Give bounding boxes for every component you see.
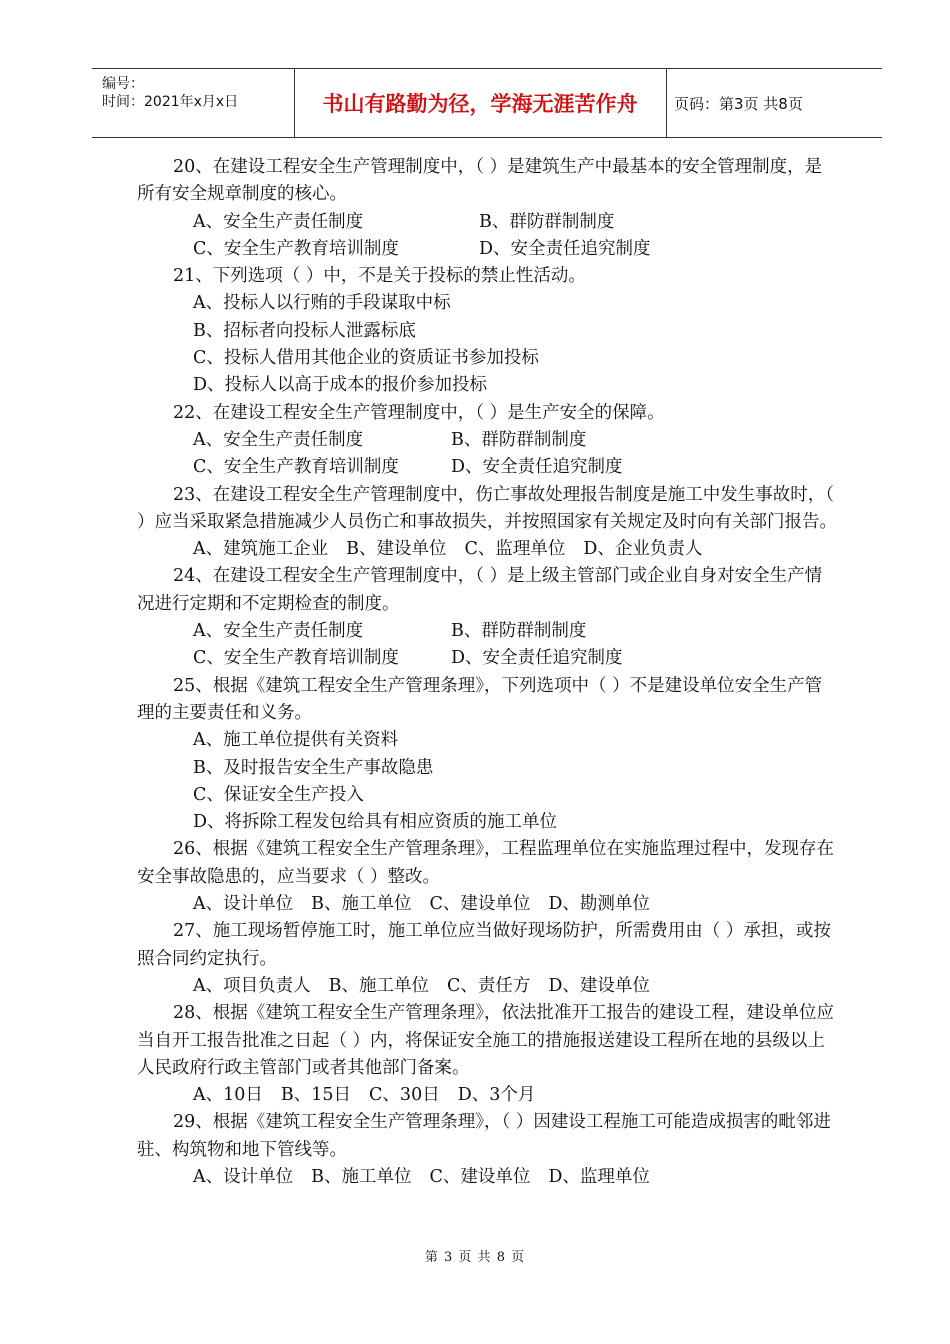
answer-option: A、设计单位 — [193, 1166, 294, 1187]
answer-option: D、建设单位 — [548, 975, 650, 996]
answer-option: A、10日 — [193, 1085, 263, 1106]
option-row — [137, 454, 837, 481]
option-row — [137, 209, 837, 236]
question-stem: 27、施工现场暂停施工时，施工单位应当做好现场防护，所需费用由（ ）承担，或按照合同约定执行。 — [137, 921, 831, 969]
answer-option: A、投标人以行贿的手段谋取中标 — [193, 293, 451, 314]
question-stem: 21、下列选项（ ）中，不是关于投标的禁止性活动。 — [173, 266, 586, 287]
header-motto: 书山有路勤为径，学海无涯苦作舟 — [322, 92, 638, 116]
answer-option: C、30日 — [369, 1085, 440, 1106]
answer-option: C、安全生产教育培训制度 — [193, 648, 399, 669]
answer-option: B、施工单位 — [328, 975, 430, 996]
answer-option: D、3个月 — [457, 1085, 536, 1106]
option-row — [137, 372, 837, 399]
answer-option: B、群防群制制度 — [451, 621, 587, 642]
option-row — [137, 1082, 837, 1109]
option-row — [137, 345, 837, 372]
option-row — [137, 427, 837, 454]
question-stem: 20、在建设工程安全生产管理制度中，（ ）是建筑生产中最基本的安全管理制度，是所有安全规章制度的核心。 — [137, 157, 823, 205]
answer-option: B、建设单位 — [346, 539, 447, 560]
option-row — [137, 782, 837, 809]
question-stem: 25、根据《建筑工程安全生产管理条理》，下列选项中（ ）不是建设单位安全生产管理的主要责任和义务。 — [137, 675, 823, 723]
page-header — [92, 68, 882, 138]
answer-option: B、群防群制制度 — [479, 211, 615, 232]
answer-option: A、项目负责人 — [193, 975, 311, 996]
answer-option: D、企业负责人 — [583, 539, 703, 560]
option-row — [137, 236, 837, 263]
question-stem: 23、在建设工程安全生产管理制度中，伤亡事故处理报告制度是施工中发生事故时，（ ）应当采取紧急措施减少人员伤亡和事故损失，并按照国家有关规定及时向有关部门报告。 — [137, 484, 837, 532]
answer-option: C、安全生产教育培训制度 — [193, 238, 399, 259]
answer-option: D、勘测单位 — [548, 894, 650, 915]
answer-option: C、安全生产教育培训制度 — [193, 457, 399, 478]
answer-option: A、安全生产责任制度 — [193, 211, 364, 232]
answer-option: D、将拆除工程发包给具有相应资质的施工单位 — [193, 812, 558, 833]
question-stem: 24、在建设工程安全生产管理制度中，（ ）是上级主管部门或企业自身对安全生产情况进行定期和不定期检查的制度。 — [137, 566, 823, 614]
answer-option: B、施工单位 — [311, 1166, 412, 1187]
answer-option: C、建设单位 — [429, 1166, 531, 1187]
question-stem: 29、根据《建筑工程安全生产管理条理》，（ ）因建设工程施工可能造成损害的毗邻进驻、构筑物和地下管线等。 — [137, 1112, 831, 1160]
option-row — [137, 536, 837, 563]
question-stem: 22、在建设工程安全生产管理制度中，（ ）是生产安全的保障。 — [173, 402, 665, 423]
answer-option: D、投标人以高于成本的报价参加投标 — [193, 375, 488, 396]
option-row — [137, 618, 837, 645]
answer-option: B、招标者向投标人泄露标底 — [193, 320, 416, 341]
question-stem: 26、根据《建筑工程安全生产管理条理》，工程监理单位在实施监理过程中，发现存在安全事故隐患的，应当要求（ ）整改。 — [137, 839, 835, 887]
option-row — [137, 891, 837, 918]
header-divider — [666, 69, 667, 137]
answer-option: A、设计单位 — [193, 894, 294, 915]
answer-option: D、监理单位 — [548, 1166, 650, 1187]
question-list — [137, 154, 837, 1191]
answer-option: A、建筑施工企业 — [193, 539, 329, 560]
option-row — [137, 809, 837, 836]
answer-option: C、监理单位 — [464, 539, 566, 560]
answer-option: B、群防群制制度 — [451, 429, 587, 450]
answer-option: B、15日 — [280, 1085, 352, 1106]
answer-option: C、投标人借用其他企业的资质证书参加投标 — [193, 348, 539, 369]
answer-option: C、建设单位 — [429, 894, 531, 915]
answer-option: D、安全责任追究制度 — [479, 238, 651, 259]
option-row — [137, 973, 837, 1000]
option-row — [137, 727, 837, 754]
option-row — [137, 645, 837, 672]
answer-option: A、安全生产责任制度 — [193, 621, 364, 642]
answer-option: D、安全责任追究制度 — [451, 648, 623, 669]
header-page-label: 页码：第3页 共8页 — [674, 94, 803, 113]
answer-option: B、施工单位 — [311, 894, 412, 915]
option-row — [137, 318, 837, 345]
page-footer: 第 3 页 共 8 页 — [424, 1250, 526, 1265]
answer-option: A、施工单位提供有关资料 — [193, 730, 399, 751]
document-number-label: 编号： — [102, 76, 144, 92]
answer-option: D、安全责任追究制度 — [451, 457, 623, 478]
option-row — [137, 1164, 837, 1191]
answer-option: C、责任方 — [447, 975, 531, 996]
answer-option: C、保证安全生产投入 — [193, 784, 364, 805]
question-stem: 28、根据《建筑工程安全生产管理条理》，依法批准开工报告的建设工程，建设单位应当自开工报告批准之日起（ ）内，将保证安全施工的措施报送建设工程所在地的县级以上人民政府行政主管部门或者其他部门备案。 — [137, 1003, 835, 1078]
answer-option: A、安全生产责任制度 — [193, 429, 364, 450]
answer-option: B、及时报告安全生产事故隐患 — [193, 757, 434, 778]
option-row — [137, 290, 837, 317]
document-time-label: 时间：2021年x月x日 — [102, 94, 239, 110]
option-row — [137, 755, 837, 782]
